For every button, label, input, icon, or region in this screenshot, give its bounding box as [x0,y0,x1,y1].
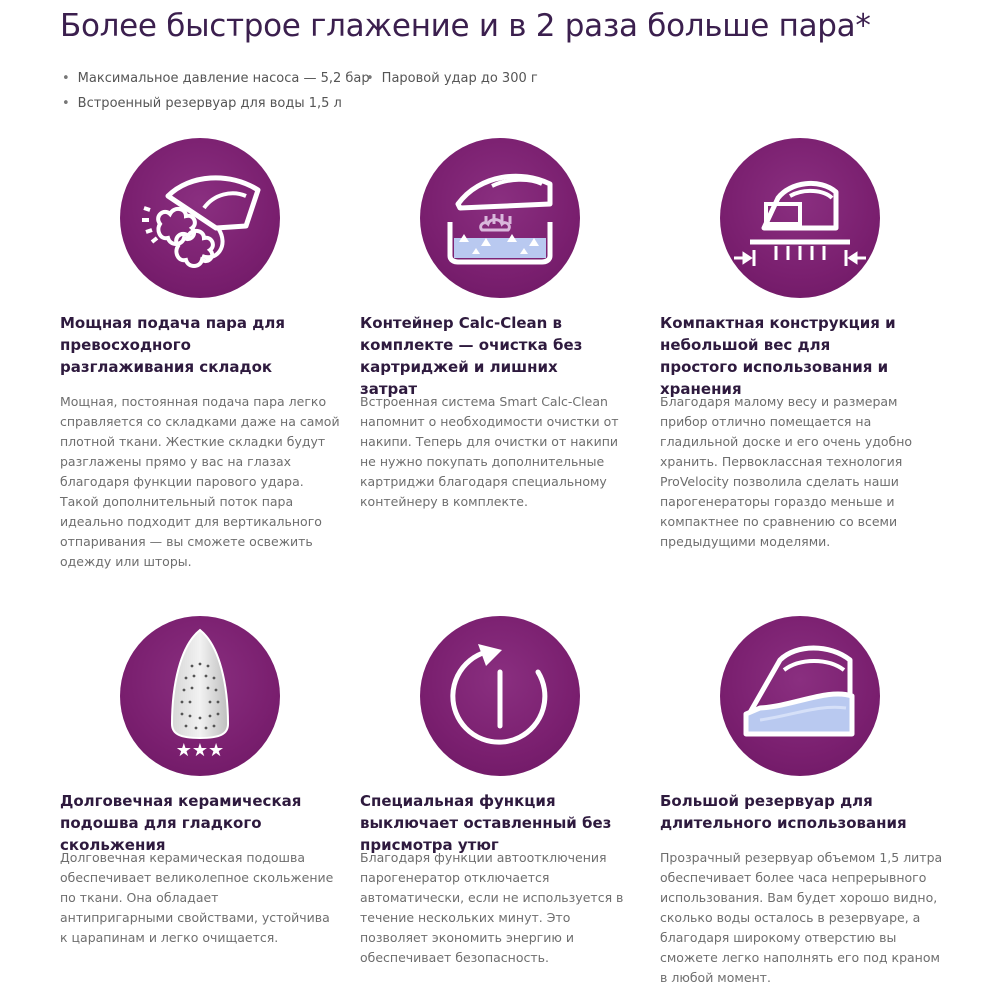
steam-burst-icon [120,138,280,298]
page-title: Более быстрое глажение и в 2 раза больше пара* [60,8,871,44]
ceramic-soleplate-icon [120,616,280,776]
spec-bullet-water-tank: • Встроенный резервуар для воды 1,5 л [62,96,342,111]
spec-bullet-steam-boost: • Паровой удар до 300 г [366,71,538,86]
calc-clean-container-icon [420,138,580,298]
feature-description: Мощная, постоянная подача пара легко справляется со складками даже на самой плотной ткани. Жесткие складки будут разглажены прямо у вас на глазах благодаря функции парового удара. Такой дополнительный поток пара идеально подходит для вертикального отпаривания — вы сможете освежить одежду или шторы. [60,394,340,569]
feature-title: Контейнер Calc-Clean в комплекте — очистка без картриджей и лишних затрат [360,314,583,398]
spec-bullet-pressure: • Максимальное давление насоса — 5,2 бар [62,71,370,86]
feature-title: Мощная подача пара для превосходного разглаживания складок [60,314,285,376]
auto-off-power-icon [420,616,580,776]
feature-description: Прозрачный резервуар объемом 1,5 литра обеспечивает более часа непрерывного использования. Вам будет хорошо видно, сколько воды осталось в резервуаре, а благодаря широкому отверстию вы сможете легко наполнять его под краном в любой момент. [660,850,943,985]
compact-design-icon [720,138,880,298]
rating-stars: ★★★ [175,740,225,761]
feature-title: Компактная конструкция и небольшой вес для простого использования и хранения [660,314,896,398]
feature-description: Встроенная система Smart Calc-Clean напомнит о необходимости очистки от накипи. Теперь для очистки от накипи не нужно покупать дополнительные картриджи благодаря специальному контейнеру в комплекте. [360,394,619,509]
feature-description: Благодаря малому весу и размерам прибор отлично помещается на гладильной доске и его очень удобно хранить. Первоклассная технология ProVelocity позволила сделать наши парогенераторы гораздо меньше и компактнее по сравнению со всеми предыдущими моделями. [660,394,913,549]
feature-title: Долговечная керамическая подошва для гладкого скольжения [60,792,302,854]
feature-title: Специальная функция выключает оставленный без присмотра утюг [360,792,612,854]
water-tank-icon [720,616,880,776]
feature-description: Благодаря функции автоотключения парогенератор отключается автоматически, если не используется в течение нескольких минут. Это позволяет экономить энергию и обеспечивает безопасность. [360,850,624,965]
feature-title: Большой резервуар для длительного использования [660,792,907,832]
feature-description: Долговечная керамическая подошва обеспечивает великолепное скольжение по ткани. Она обладает антипригарными свойствами, устойчива к царапинам и легко очищается. [60,850,334,945]
